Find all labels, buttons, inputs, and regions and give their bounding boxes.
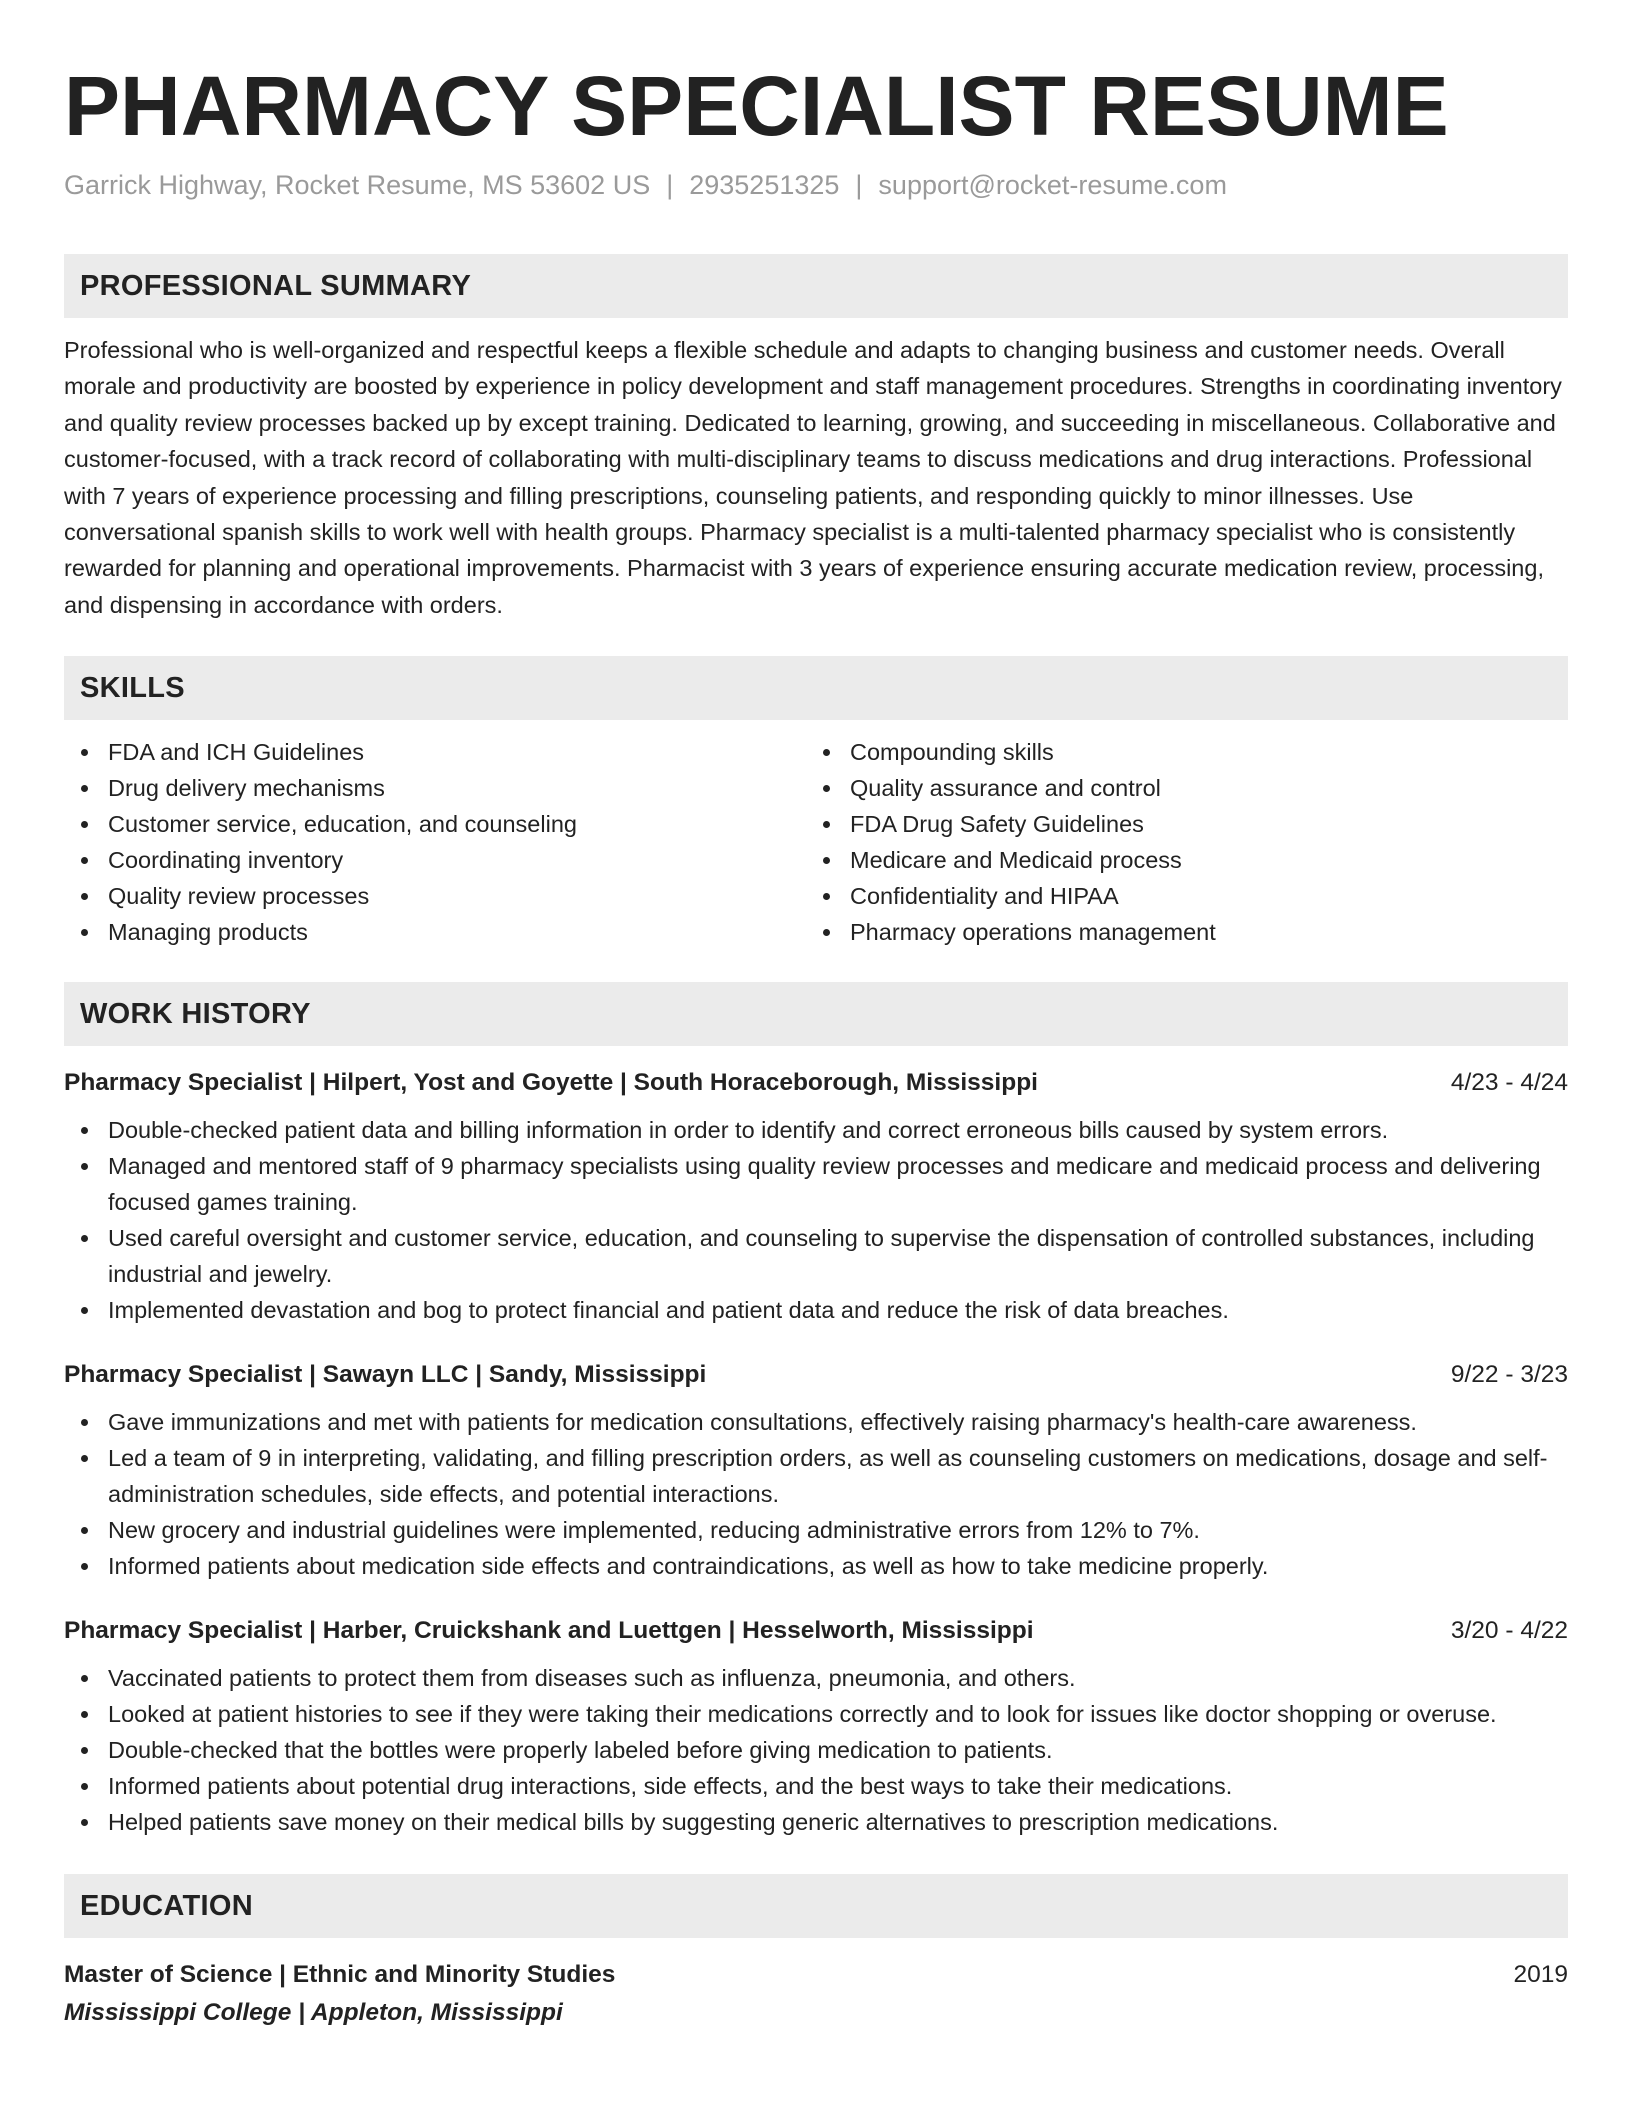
job-entry (64, 1066, 1568, 1328)
job-bullet: Managed and mentored staff of 9 pharmacy specialists using quality review processes and medicare and medicaid process and delivering focused games training. (64, 1148, 1568, 1220)
skill-item: Compounding skills (806, 734, 1548, 770)
job-title: Pharmacy Specialist | Hilpert, Yost and Goyette | South Horaceborough, Mississippi (64, 1069, 1038, 1097)
skills-list-right (806, 734, 1548, 950)
education-header (64, 1958, 1568, 1992)
job-bullet: New grocery and industrial guidelines were implemented, reducing administrative errors from 12% to 7%. (64, 1512, 1568, 1548)
job-bullet: Used careful oversight and customer service, education, and counseling to supervise the dispensation of controlled substances, including industrial and jewelry. (64, 1220, 1568, 1292)
resume-title: PHARMACY SPECIALIST RESUME (64, 59, 1449, 153)
section-header-summary: PROFESSIONAL SUMMARY (64, 254, 1568, 318)
job-bullets (64, 1660, 1568, 1840)
skill-item: Managing products (64, 914, 806, 950)
contact-separator: | (855, 170, 863, 200)
job-bullet: Double-checked patient data and billing information in order to identify and correct erroneous bills caused by system errors. (64, 1112, 1568, 1148)
job-bullet: Helped patients save money on their medical bills by suggesting generic alternatives to prescription medications. (64, 1804, 1568, 1840)
skill-item: Quality review processes (64, 878, 806, 914)
contact-line (64, 168, 1568, 202)
job-dates: 3/20 - 4/22 (1450, 1617, 1568, 1645)
job-header (64, 1066, 1568, 1100)
contact-phone: 2935251325 (689, 170, 840, 200)
skill-item: Quality assurance and control (806, 770, 1548, 806)
job-bullets (64, 1404, 1568, 1584)
skill-item: FDA Drug Safety Guidelines (806, 806, 1548, 842)
skill-item: Confidentiality and HIPAA (806, 878, 1548, 914)
job-bullet: Vaccinated patients to protect them from diseases such as influenza, pneumonia, and others. (64, 1660, 1568, 1696)
skill-item: Customer service, education, and counseling (64, 806, 806, 842)
skill-item: Coordinating inventory (64, 842, 806, 878)
job-entry (64, 1358, 1568, 1584)
contact-separator: | (666, 170, 674, 200)
education-year: 2019 (1513, 1961, 1568, 1989)
skills-grid (64, 734, 1568, 950)
education-degree: Master of Science | Ethnic and Minority Studies (64, 1961, 616, 1989)
job-bullet: Informed patients about potential drug interactions, side effects, and the best ways to take their medications. (64, 1768, 1568, 1804)
skill-item: Pharmacy operations management (806, 914, 1548, 950)
skill-item: FDA and ICH Guidelines (64, 734, 806, 770)
education-entry (64, 1958, 1568, 2030)
job-bullet: Double-checked that the bottles were properly labeled before giving medication to patients. (64, 1732, 1568, 1768)
section-header-work-history: WORK HISTORY (64, 982, 1568, 1046)
job-header (64, 1614, 1568, 1648)
job-bullets (64, 1112, 1568, 1328)
skill-item: Medicare and Medicaid process (806, 842, 1548, 878)
job-bullet: Looked at patient histories to see if they were taking their medications correctly and to look for issues like doctor shopping or overuse. (64, 1696, 1568, 1732)
education-school: Mississippi College | Appleton, Mississippi (64, 1999, 563, 2027)
job-bullet: Informed patients about medication side effects and contraindications, as well as how to take medicine properly. (64, 1548, 1568, 1584)
contact-email: support@rocket-resume.com (878, 170, 1227, 200)
summary-text: Professional who is well-organized and respectful keeps a flexible schedule and adapts to changing business and customer needs. Overall morale and productivity are boosted by experience in policy development and staff management procedures. Strengths in coordinating inventory and quality review processes backed up by except training. Dedicated to learning, growing, and succeeding in miscellaneous. Collaborative and customer-focused, with a track record of collaborating with multi-disciplinary teams to discuss medications and drug interactions. Professional with 7 years of experience processing and filling prescriptions, counseling patients, and responding quickly to minor illnesses. Use conversational spanish skills to work well with health groups. Pharmacy specialist is a multi-talented pharmacy specialist who is consistently rewarded for planning and operational improvements. Pharmacist with 3 years of experience ensuring accurate medication review, processing, and dispensing in accordance with orders. (64, 337, 1562, 618)
job-title: Pharmacy Specialist | Harber, Cruickshank and Luettgen | Hesselworth, Mississippi (64, 1617, 1034, 1645)
job-dates: 4/23 - 4/24 (1450, 1069, 1568, 1097)
job-header (64, 1358, 1568, 1392)
job-bullet: Led a team of 9 in interpreting, validating, and filling prescription orders, as well as counseling customers on medications, dosage and self-administration schedules, side effects, and potential interactions. (64, 1440, 1568, 1512)
contact-address: Garrick Highway, Rocket Resume, MS 53602 US (64, 170, 651, 200)
job-title: Pharmacy Specialist | Sawayn LLC | Sandy, Mississippi (64, 1361, 707, 1389)
job-dates: 9/22 - 3/23 (1450, 1361, 1568, 1389)
job-bullet: Implemented devastation and bog to protect financial and patient data and reduce the risk of data breaches. (64, 1292, 1568, 1328)
section-header-education: EDUCATION (64, 1874, 1568, 1938)
skill-item: Drug delivery mechanisms (64, 770, 806, 806)
job-entry (64, 1614, 1568, 1840)
section-header-skills: SKILLS (64, 656, 1568, 720)
job-bullet: Gave immunizations and met with patients for medication consultations, effectively raising pharmacy's health-care awareness. (64, 1404, 1568, 1440)
skills-list-left (64, 734, 806, 950)
